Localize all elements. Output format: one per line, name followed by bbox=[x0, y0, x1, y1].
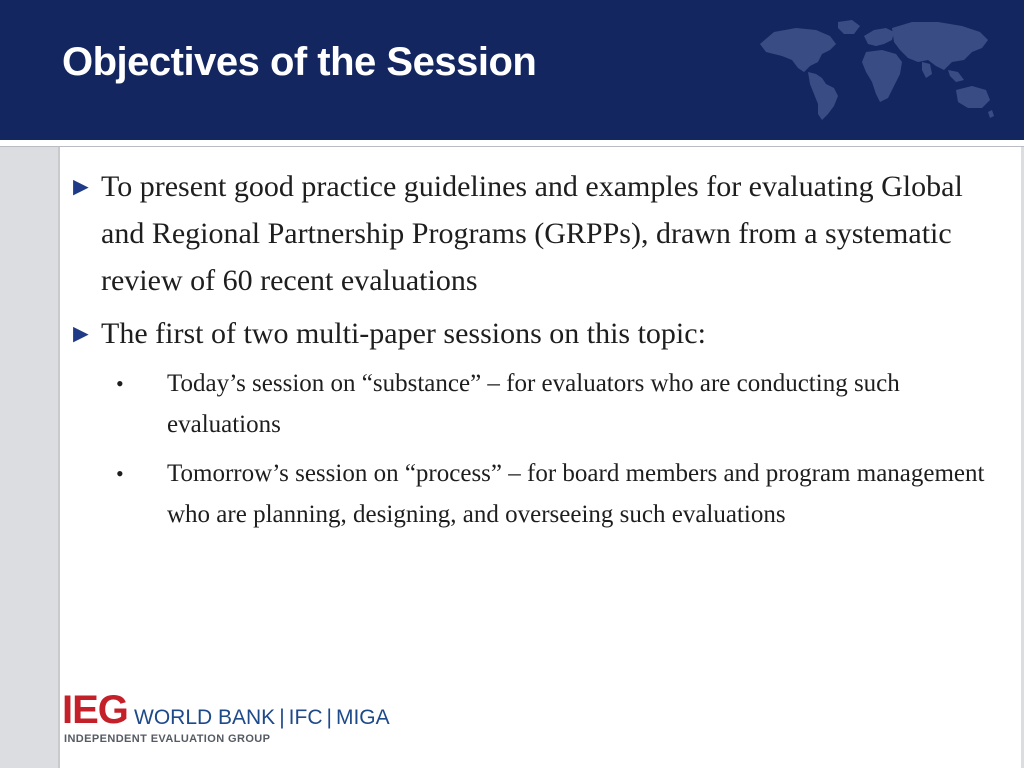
header-band bbox=[0, 0, 1024, 140]
org-separator: | bbox=[279, 706, 285, 729]
slide-body bbox=[68, 163, 1013, 543]
org-world-bank: WORLD BANK bbox=[134, 706, 276, 729]
world-map-icon bbox=[752, 14, 1002, 124]
org-miga: MIGA bbox=[335, 706, 390, 729]
bullet-text: To present good practice guidelines and examples for evaluating Global and Regional Partnership Programs (GRPPs), drawn from a systematic review of 60 recent evaluations bbox=[101, 170, 963, 297]
org-names bbox=[134, 706, 390, 730]
left-side-divider bbox=[58, 147, 60, 768]
org-ifc: IFC bbox=[288, 706, 323, 729]
bullet-dot-icon: • bbox=[116, 371, 124, 396]
sub-bullet-item bbox=[68, 453, 1013, 535]
sub-bullet-text: Today’s session on “substance” – for evaluators who are conducting such evaluations bbox=[167, 370, 900, 438]
ieg-wordmark: IEG bbox=[62, 688, 128, 732]
right-triangle-arrow-icon: ► bbox=[68, 172, 94, 201]
ieg-subtitle: INDEPENDENT EVALUATION GROUP bbox=[64, 733, 271, 745]
bullet-item bbox=[68, 310, 1013, 357]
sub-bullet-item bbox=[68, 363, 1013, 445]
header-divider bbox=[0, 140, 1024, 147]
right-triangle-arrow-icon: ► bbox=[68, 319, 94, 348]
org-separator: | bbox=[326, 706, 332, 729]
left-side-bar bbox=[0, 147, 58, 768]
bullet-item bbox=[68, 163, 1013, 304]
ieg-logo bbox=[62, 690, 442, 750]
bullet-text: The first of two multi-paper sessions on this topic: bbox=[101, 317, 706, 350]
sub-bullet-text: Tomorrow’s session on “process” – for board members and program management who are planning, designing, and overseeing such evaluations bbox=[167, 460, 985, 528]
bullet-dot-icon: • bbox=[116, 461, 124, 486]
slide-title: Objectives of the Session bbox=[62, 40, 537, 84]
